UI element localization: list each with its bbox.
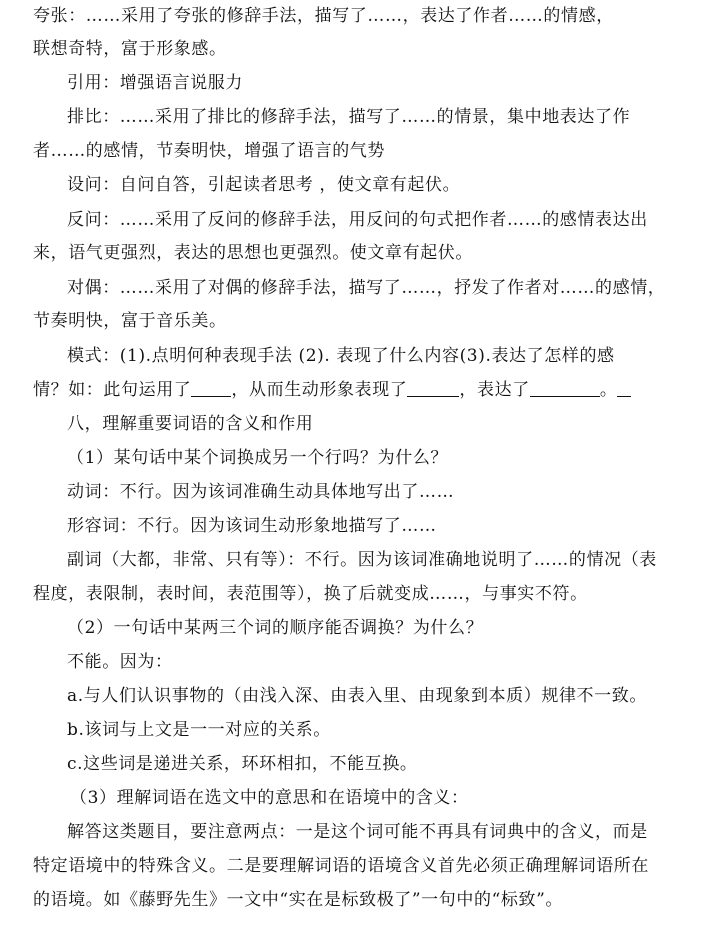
text-line: c.这些词是递进关系，环环相扣，不能互换。 bbox=[67, 754, 418, 774]
text-line: 联想奇特，富于形象感。 bbox=[33, 39, 227, 59]
text-line: 动词：不行。因为该词准确生动具体地写出了…… bbox=[67, 482, 455, 502]
template-text: 。 bbox=[599, 380, 618, 400]
text-line: b.该词与上文是一一对应的关系。 bbox=[67, 720, 331, 740]
template-text: 情？如：此句运用了 bbox=[33, 380, 192, 400]
fill-in-template-line bbox=[33, 378, 720, 402]
text-line: 排比：……采用了排比的修辞手法，描写了……的情景，集中地表达了作 bbox=[67, 107, 631, 127]
text-line: 设问：自问自答，引起读者思考 ，使文章有起伏。 bbox=[67, 175, 461, 195]
text-line: 副词（大都，非常、只有等）：不行。因为该词准确地说明了……的情况（表 bbox=[67, 550, 657, 570]
text-line: 特定语境中的特殊含义。二是要理解词语的语境含义首先必须正确理解词语所在 bbox=[33, 856, 649, 876]
answer-blank bbox=[191, 378, 231, 397]
template-text: ，表达了 bbox=[459, 380, 530, 400]
answer-blank-tail bbox=[617, 378, 631, 397]
text-line: a.与人们认识事物的（由浅入深、由表入里、由现象到本质）规律不一致。 bbox=[67, 686, 647, 706]
answer-blank bbox=[530, 378, 600, 397]
text-line: （3）理解词语在选文中的意思和在语境中的含义： bbox=[70, 788, 469, 808]
text-line: 反问：……采用了反问的修辞手法，用反问的句式把作者……的感情表达出 bbox=[67, 210, 648, 230]
text-line: 节奏明快，富于音乐美。 bbox=[33, 311, 227, 331]
template-text: ，从而生动形象表现了 bbox=[231, 380, 408, 400]
section-heading: 八，理解重要词语的含义和作用 bbox=[67, 414, 314, 434]
text-line: 引用：增强语言说服力 bbox=[67, 73, 243, 93]
text-line: 者……的感情，节奏明快，增强了语言的气势 bbox=[33, 141, 385, 161]
text-line: （1）某句话中某个词换成另一个行吗？为什么？ bbox=[67, 448, 449, 468]
text-line: 夸张：……采用了夸张的修辞手法，描写了……，表达了作者……的情感， bbox=[33, 6, 614, 26]
text-line: 的语境。如《藤野先生》一文中“实在是标致极了”一句中的“标致”。 bbox=[33, 890, 563, 910]
text-line: 不能。因为： bbox=[67, 652, 173, 672]
text-line: 模式：(1).点明何种表现手法 (2). 表现了什么内容(3).表达了怎样的感 bbox=[67, 346, 615, 366]
text-line: 对偶：……采用了对偶的修辞手法，描写了……，抒发了作者对……的感情， bbox=[67, 278, 666, 298]
text-line: 解答这类题目，要注意两点：一是这个词可能不再具有词典中的含义，而是 bbox=[67, 822, 648, 842]
text-line: 程度，表限制，表时间，表范围等），换了后就变成……，与事实不符。 bbox=[33, 584, 588, 604]
text-line: 来，语气更强烈，表达的思想也更强烈。使文章有起伏。 bbox=[33, 243, 473, 263]
text-line: 形容词：不行。因为该词生动形象地描写了…… bbox=[67, 516, 437, 536]
answer-blank bbox=[407, 378, 459, 397]
text-line: （2）一句话中某两三个词的顺序能否调换？为什么？ bbox=[67, 618, 484, 638]
